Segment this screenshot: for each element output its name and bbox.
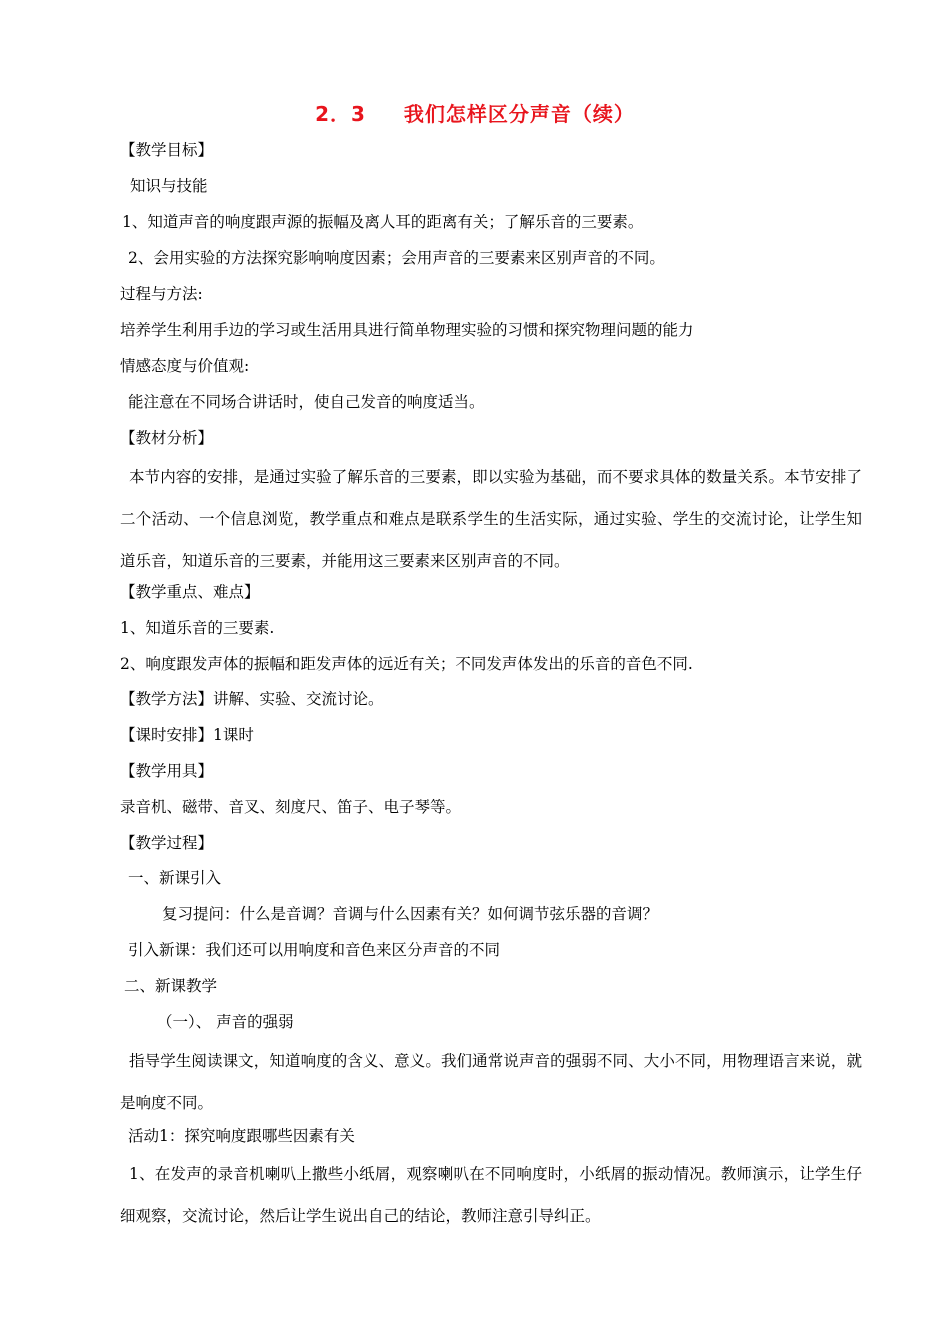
teaching-section: 二、新课教学 xyxy=(124,977,218,995)
activity-1-step-1: 1、在发声的录音机喇叭上撒些小纸屑，观察喇叭在不同响度时，小纸屑的振动情况。教师演示，让学生仔细观察，交流讨论，然后让学生说出自己的结论，教师注意引导纠正。 xyxy=(120,1165,862,1225)
teaching-method: 【教学方法】讲解、实验、交流讨论。 xyxy=(120,690,384,708)
knowledge-item-1: 1、知道声音的响度跟声源的振幅及离人耳的距离有关；了解乐音的三要素。 xyxy=(122,213,644,231)
new-lesson-intro: 引入新课：我们还可以用响度和音色来区分声音的不同 xyxy=(128,941,501,959)
emotion-label: 情感态度与价值观: xyxy=(120,357,250,375)
analysis-paragraph: 本节内容的安排，是通过实验了解乐音的三要素，即以实验为基础，而不要求具体的数量关系。本节安排了二个活动、一个信息浏览，教学重点和难点是联系学生的生活实际，通过实验、学生的交流讨论，让学生知道乐音，知道乐音的三要素，并能用这三要素来区别声音的不同。 xyxy=(120,468,862,570)
emotion-text: 能注意在不同场合讲话时，使自己发音的响度适当。 xyxy=(128,393,485,411)
key-point-2: 2、响度跟发声体的振幅和距发声体的远近有关；不同发声体发出的乐音的音色不同. xyxy=(120,655,693,673)
key-point-1: 1、知道乐音的三要素. xyxy=(120,619,275,637)
activity-1-title: 活动1：探究响度跟哪些因素有关 xyxy=(128,1127,355,1145)
knowledge-label: 知识与技能 xyxy=(130,177,208,195)
page-title xyxy=(0,98,950,127)
subsection-loudness: （一）、 声音的强弱 xyxy=(157,1013,294,1031)
tools-list: 录音机、磁带、音叉、刻度尺、笛子、电子琴等。 xyxy=(120,798,462,816)
process-heading: 【教学过程】 xyxy=(120,834,214,852)
tools-heading: 【教学用具】 xyxy=(120,762,214,780)
process-text: 培养学生利用手边的学习或生活用具进行简单物理实验的习惯和探究物理问题的能力 xyxy=(120,321,694,339)
intro-section: 一、新课引入 xyxy=(128,869,222,887)
goals-heading: 【教学目标】 xyxy=(120,141,214,159)
section-number: 2．3 xyxy=(315,102,366,126)
guide-paragraph: 指导学生阅读课文，知道响度的含义、意义。我们通常说声音的强弱不同、大小不同，用物理语言来说，就是响度不同。 xyxy=(120,1052,862,1112)
review-question: 复习提问：什么是音调？音调与什么因素有关？如何调节弦乐器的音调？ xyxy=(162,905,659,923)
key-points-heading: 【教学重点、难点】 xyxy=(120,583,260,601)
section-title: 我们怎样区分声音（续） xyxy=(403,102,635,126)
lesson-schedule: 【课时安排】1课时 xyxy=(120,726,254,744)
analysis-heading: 【教材分析】 xyxy=(120,429,214,447)
knowledge-item-2: 2、会用实验的方法探究影响响度因素；会用声音的三要素来区别声音的不同。 xyxy=(128,249,665,267)
process-label: 过程与方法: xyxy=(120,285,203,303)
